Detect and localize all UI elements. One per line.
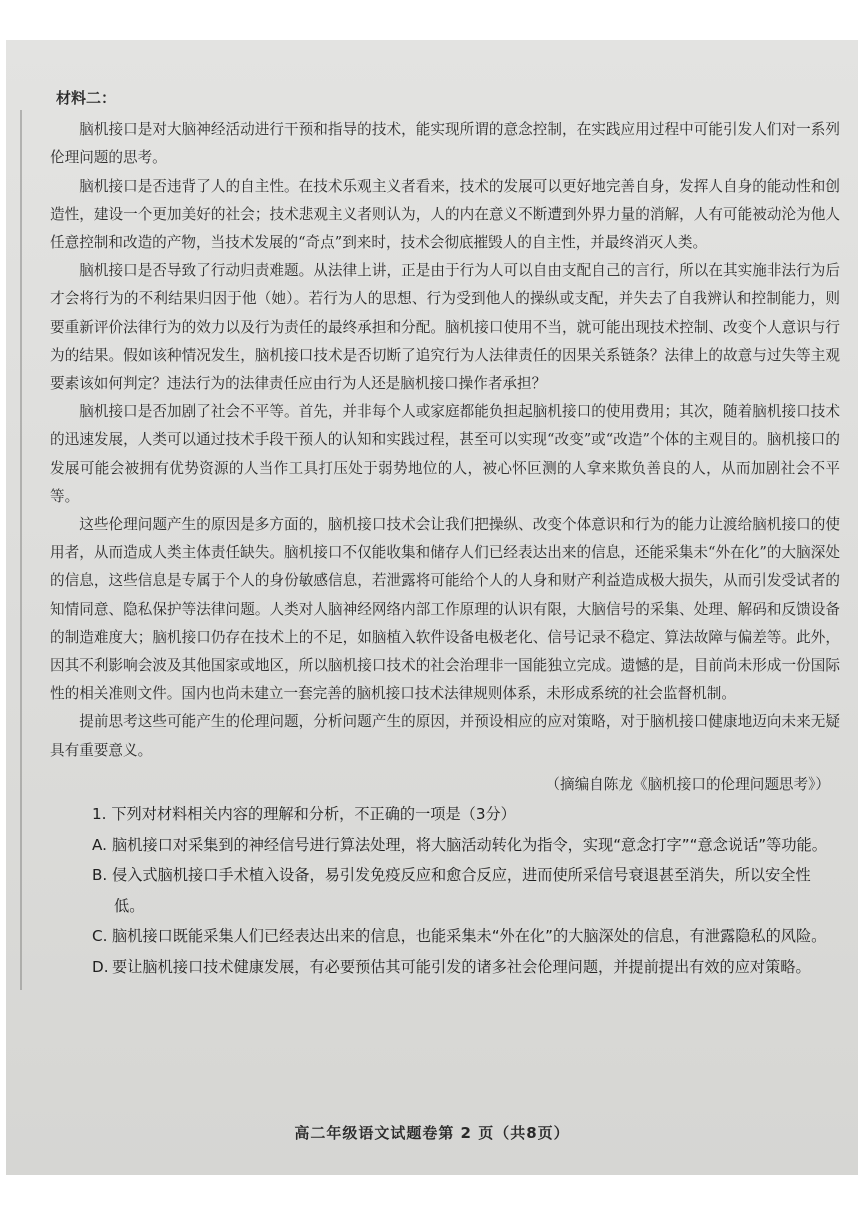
article [50, 84, 840, 982]
material-heading: 材料二： [56, 89, 117, 107]
paragraph-3: 脑机接口是否导致了行动归责难题。从法律上讲，正是由于行为人可以自由支配自己的言行，所以在其实施非法行为后才会将行为的不利结果归因于他（她）。若行为人的思想、行为受到他人的操纵或支配，并失去了自我辨认和控制能力，则要重新评价法律行为的效力以及行为责任的最终承担和分配。脑机接口使用不当，就可能出现技术控制、改变个人意识与行为的结果。假如该种情况发生，脑机接口技术是否切断了追究行为人法律责任的因果关系链条？法律上的故意与过失等主观要素该如何判定？违法行为的法律责任应由行为人还是脑机接口操作者承担？ [50, 262, 840, 393]
option-letter: B. [92, 866, 108, 885]
paragraph-6: 提前思考这些可能产生的伦理问题，分析问题产生的原因，并预设相应的应对策略，对于脑机接口健康地迈向未来无疑具有重要意义。 [50, 713, 840, 759]
question-1 [50, 799, 840, 982]
option-b [92, 860, 840, 921]
paragraph-4: 脑机接口是否加剧了社会不平等。首先，并非每个人或家庭都能负担起脑机接口的使用费用；其次，随着脑机接口技术的迅速发展，人类可以通过技术手段干预人的认知和实践过程，甚至可以实现“改变”或“改造”个体的主观目的。脑机接口的发展可能会被拥有优势资源的人当作工具打压处于弱势地位的人，被心怀叵测的人拿来欺负善良的人，从而加剧社会不平等。 [50, 403, 840, 505]
margin-line [20, 110, 22, 990]
option-text: 要让脑机接口技术健康发展，有必要预估其可能引发的诸多社会伦理问题，并提前提出有效的应对策略。 [112, 957, 811, 976]
paragraph-2: 脑机接口是否违背了人的自主性。在技术乐观主义者看来，技术的发展可以更好地完善自身，发挥人自身的能动性和创造性，建设一个更加美好的社会；技术悲观主义者则认为，人的内在意义不断遭到外界力量的消解，人有可能被动沦为他人任意控制和改造的产物，当技术发展的“奇点”到来时，技术会彻底摧毁人的自主性，并最终消灭人类。 [50, 177, 840, 252]
page-footer: 高二年级语文试题卷第 2 页（共8页） [294, 1124, 570, 1142]
paragraph-1: 脑机接口是对大脑神经活动进行干预和指导的技术，能实现所谓的意念控制，在实践应用过程中可能引发人们对一系列伦理问题的思考。 [50, 121, 840, 167]
source-citation: （摘编自陈龙《脑机接口的伦理问题思考》） [545, 775, 830, 793]
option-letter: C. [92, 927, 108, 946]
option-letter: D. [92, 957, 109, 976]
option-a [92, 830, 840, 861]
option-d [92, 952, 840, 983]
paragraph-5: 这些伦理问题产生的原因是多方面的，脑机接口技术会让我们把操纵、改变个体意识和行为的能力让渡给脑机接口的使用者，从而造成人类主体责任缺失。脑机接口不仅能收集和储存人们已经表达出来的信息，还能采集未“外在化”的大脑深处的信息，这些信息是专属于个人的身份敏感信息，若泄露将可能给个人的人身和财产利益造成极大损失，从而引发受试者的知情同意、隐私保护等法律问题。人类对人脑神经网络内部工作原理的认识有限，大脑信号的采集、处理、解码和反馈设备的制造难度大；脑机接口仍存在技术上的不足，如脑植入软件设备电极老化、信号记录不稳定、算法故障与偏差等。此外，因其不利影响会波及其他国家或地区，所以脑机接口技术的社会治理非一国能独立完成。遗憾的是，目前尚未形成一份国际性的相关准则文件。国内也尚未建立一套完善的脑机接口技术法律规则体系，未形成系统的社会监督机制。 [50, 516, 840, 703]
option-text: 脑机接口既能采集人们已经表达出来的信息，也能采集未“外在化”的大脑深处的信息，有泄露隐私的风险。 [112, 927, 827, 946]
option-text: 脑机接口对采集到的神经信号进行算法处理，将大脑活动转化为指令，实现“意念打字”“意念说话”等功能。 [112, 835, 827, 854]
exam-page [6, 40, 858, 1175]
option-text: 侵入式脑机接口手术植入设备，易引发免疫反应和愈合反应，进而使所采信号衰退甚至消失，所以安全性低。 [112, 866, 811, 915]
option-c [92, 921, 840, 952]
option-letter: A. [92, 835, 107, 854]
question-stem: 1. 下列对材料相关内容的理解和分析，不正确的一项是（3分） [92, 805, 516, 824]
